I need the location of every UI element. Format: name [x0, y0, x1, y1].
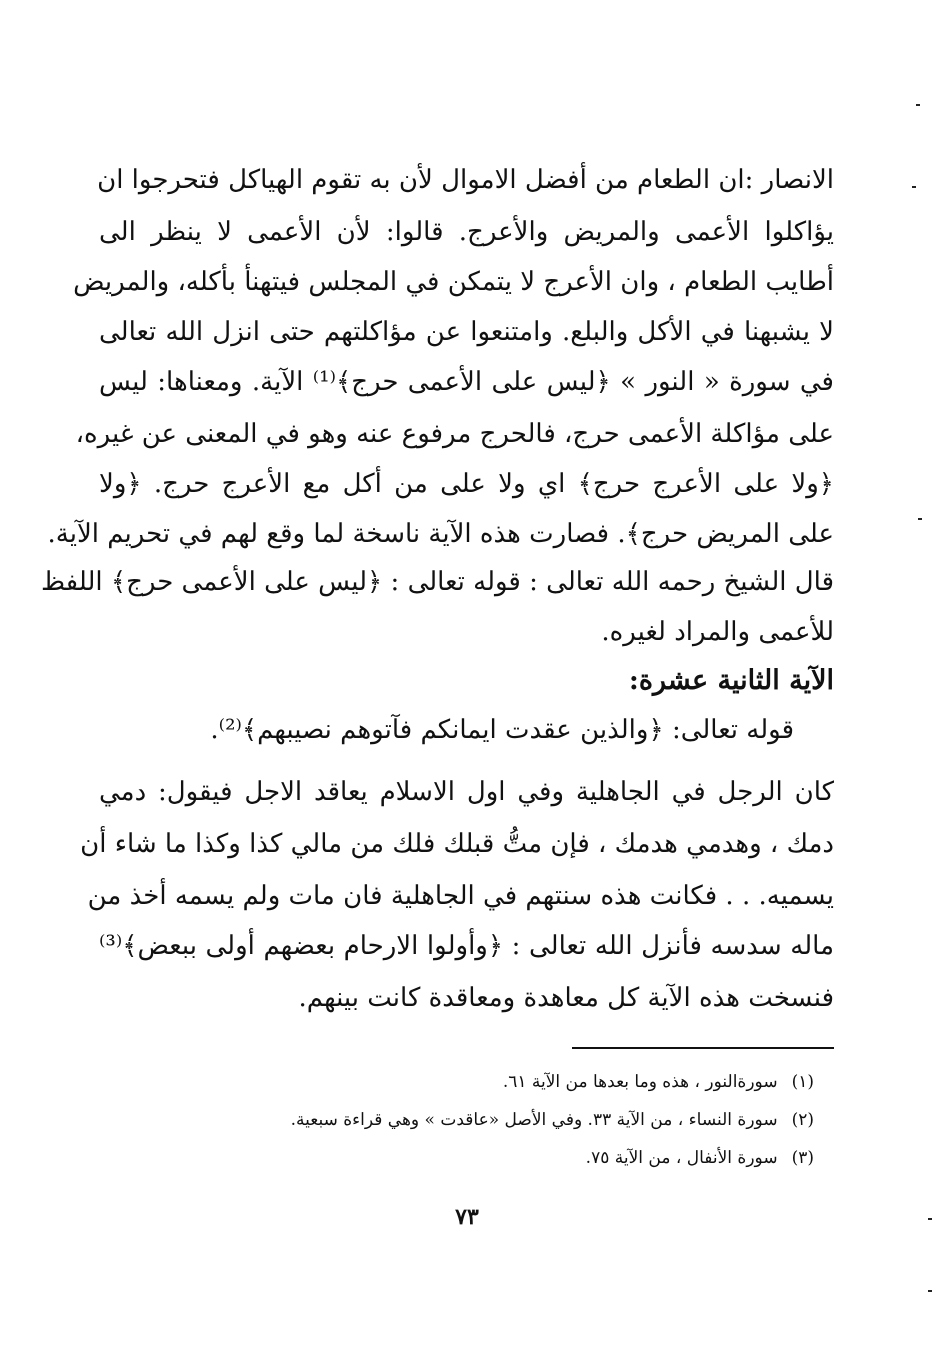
body2-line-4: ماله سدسه فأنزل الله تعالى : ﴿وأولوا الارحام بعضهم أولى ببعض﴾⁽³⁾ [99, 931, 834, 961]
verse-line: قوله تعالى: ﴿والذين عقدت ايمانكم فآتوهم نصيبهم﴾⁽²⁾. [210, 715, 794, 745]
footnote-number: (٢) [791, 1110, 814, 1130]
footnote-3 [586, 1146, 814, 1170]
scan-mark [928, 1290, 932, 1292]
scan-mark [918, 518, 922, 520]
footnote-number: (١) [791, 1072, 814, 1092]
body-line-3: أطايب الطعام ، وان الأعرج لا يتمكن في المجلس فيتهنأ بأكله، والمريض [73, 267, 834, 297]
body-line-2: يؤاكلوا الأعمى والمريض والأعرج. قالوا: لأن الأعمى لا ينظر الى [99, 217, 834, 247]
section-heading: الآية الثانية عشرة: [628, 665, 834, 696]
body-line-7: ﴿ولا على الأعرج حرج﴾ اي ولا على من أكل مع الأعرج حرج. ﴿ولا [99, 469, 834, 499]
scan-mark [912, 186, 916, 188]
footnote-1 [503, 1070, 814, 1094]
body2-line-1: كان الرجل في الجاهلية وفي اول الاسلام يعاقد الاجل فيقول: دمي [99, 777, 834, 807]
footnote-number: (٣) [791, 1148, 814, 1168]
body-line-9: قال الشيخ رحمه الله تعالى : قوله تعالى : ﴿ليس على الأعمى حرج﴾ اللفظ [41, 567, 834, 597]
body-line-10: للأعمى والمراد لغيره. [601, 617, 834, 647]
body-line-6: على مؤاكلة الأعمى حرج، فالحرج مرفوع عنه وهو في المعنى عن غيره، [75, 419, 834, 449]
footnote-text: سورةالنور ، هذه وما بعدها من الآية ٦١. [502, 1072, 778, 1092]
body2-line-2: دمك ، وهدمي هدمك ، فإن متُّ قبلك فلك من مالي كذا وكذا ما شاء أن [80, 829, 834, 859]
footnote-text: سورة النساء ، من الآية ٣٣. وفي الأصل «عاقدت » وهي قراءة سبعية. [290, 1110, 778, 1130]
body2-line-3: يسميه. . . فكانت هذه سنتهم في الجاهلية فان مات ولم يسمه أخذ من [87, 881, 834, 911]
scan-mark [928, 1218, 932, 1220]
scan-mark [916, 104, 920, 106]
footnote-text: سورة الأنفال ، من الآية ٧٥. [585, 1148, 778, 1168]
body-line-5: في سورة « النور » ﴿ليس على الأعمى حرج﴾⁽¹⁾ الآية. ومعناها: ليس [99, 367, 834, 397]
footnote-separator [572, 1047, 834, 1049]
body-line-4: لا يشبهنا في الأكل والبلع. وامتنعوا عن مؤاكلتهم حتى انزل الله تعالى [99, 317, 834, 347]
body-line-8: على المريض حرج﴾. فصارت هذه الآية ناسخة لما وقع لهم في تحريم الآية. [47, 519, 834, 549]
body-line-1: الانصار :ان الطعام من أفضل الاموال لأن به تقوم الهياكل فتحرجوا ان [97, 165, 834, 195]
page-number: ٧٣ [455, 1204, 479, 1230]
body2-line-5: فنسخت هذه الآية كل معاهدة ومعاقدة كانت بينهم. [298, 983, 834, 1013]
footnote-2 [291, 1108, 814, 1132]
